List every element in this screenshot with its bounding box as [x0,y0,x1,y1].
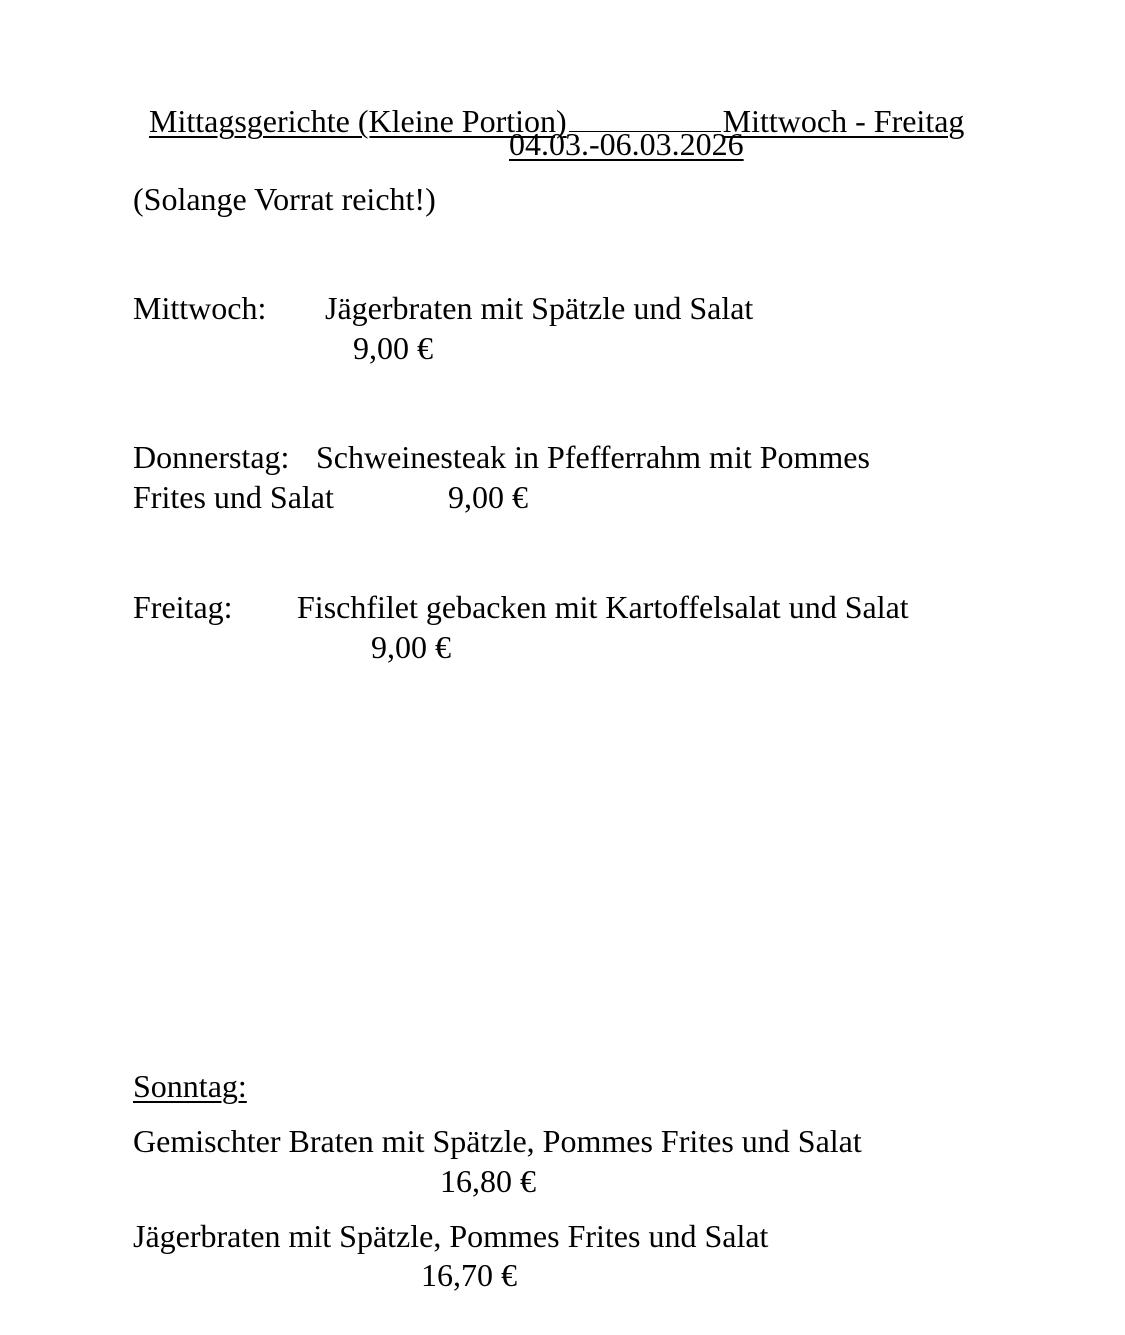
day-label-thursday: Donnerstag: [133,439,290,475]
dish-thursday-line2: Frites und Salat [133,479,334,515]
availability-note: (Solange Vorrat reicht!) [133,181,436,217]
sunday-price-1: 16,80 € [440,1163,536,1199]
price-friday: 9,00 € [371,629,451,665]
sunday-dish-2: Jägerbraten mit Spätzle, Pommes Frites und Salat [133,1218,769,1254]
day-label-wednesday: Mittwoch: [133,290,267,326]
sunday-heading: Sonntag: [133,1068,247,1104]
sunday-dish-1: Gemischter Braten mit Spätzle, Pommes Frites und Salat [133,1123,862,1159]
sunday-price-2: 16,70 € [421,1257,517,1293]
menu-days: Mittwoch - Freitag [722,103,965,139]
dish-wednesday: Jägerbraten mit Spätzle und Salat [325,290,754,326]
dish-friday: Fischfilet gebacken mit Kartoffelsalat und Salat [297,589,909,625]
menu-title: Mittagsgerichte (Kleine Portion) [149,103,567,139]
dish-thursday-line1: Schweinesteak in Pfefferrahm mit Pommes [316,439,870,475]
day-label-friday: Freitag: [133,589,233,625]
price-thursday: 9,00 € [448,479,528,515]
date-range: 04.03.-06.03.2026 [509,126,744,162]
price-wednesday: 9,00 € [353,330,433,366]
